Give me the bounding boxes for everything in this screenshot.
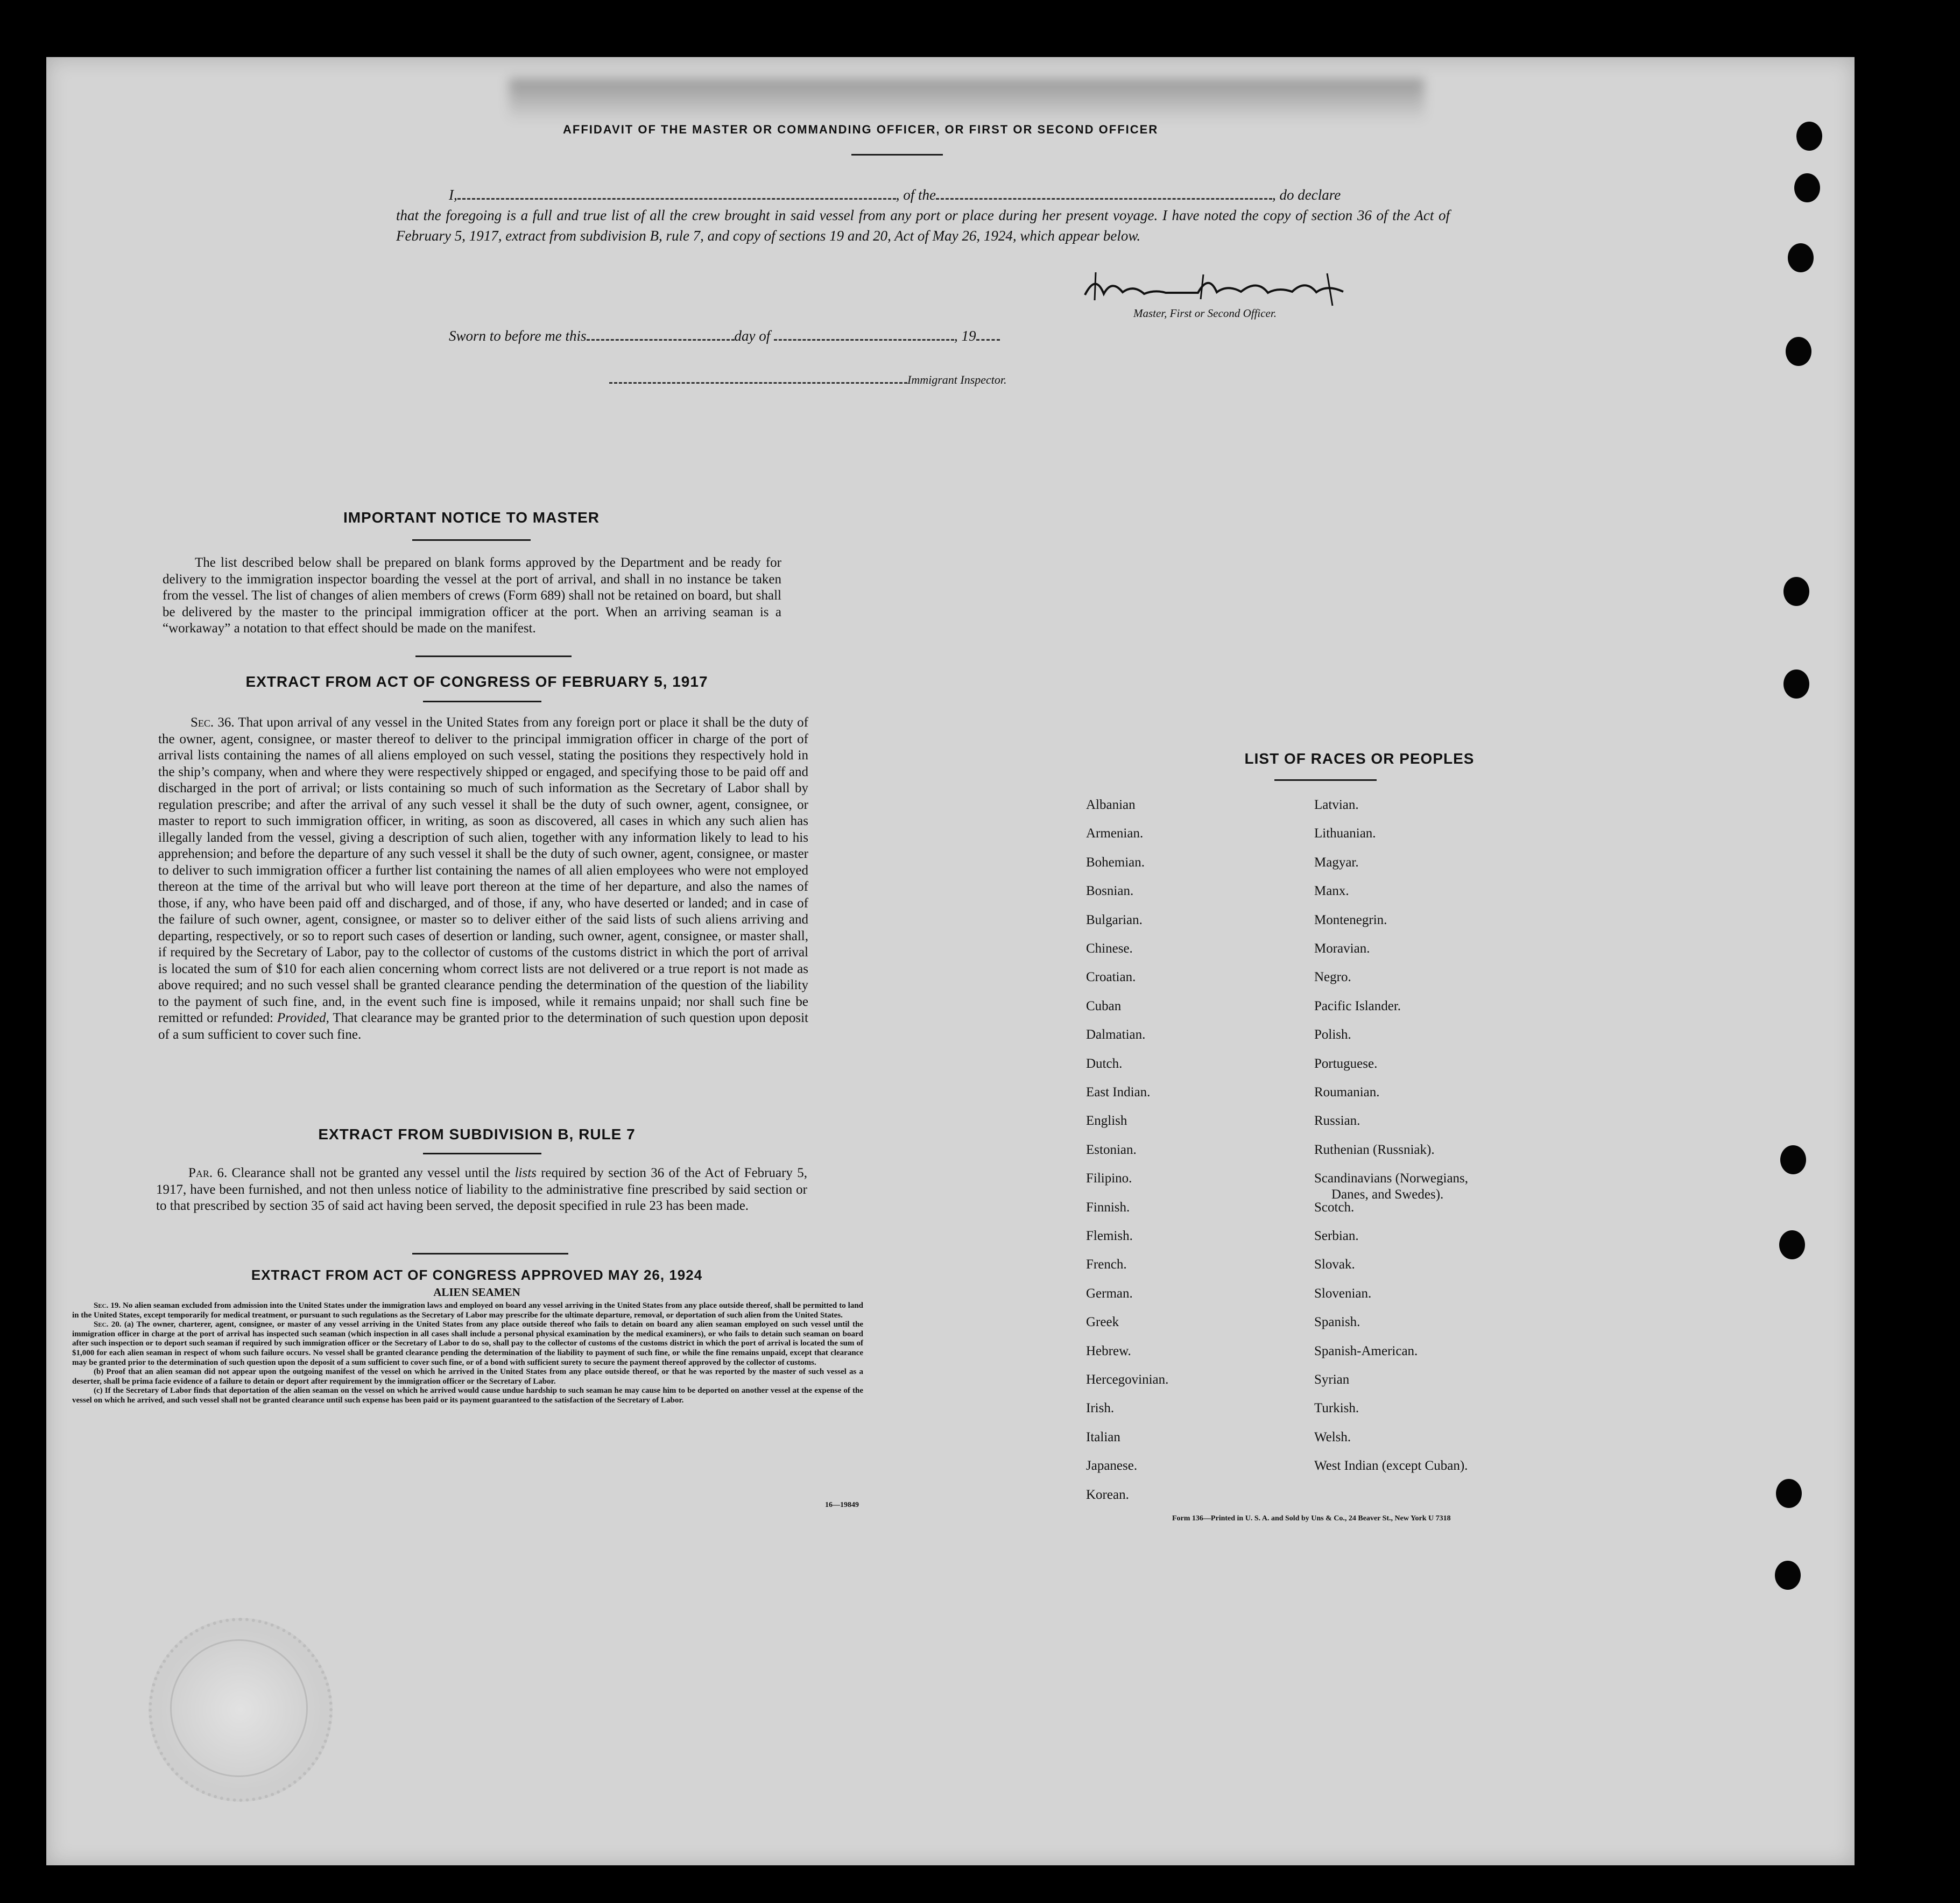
race-item: Cuban [1086,998,1122,1013]
race-item: Ruthenian (Russniak). [1314,1142,1435,1157]
race-item: Hercegovinian. [1086,1372,1169,1387]
signature-caption: Master, First or Second Officer. [1133,307,1277,320]
sworn-day-of: day of [734,328,771,344]
section-20b: (b) Proof that an alien seaman did not appear upon the outgoing manifest of the vessel on which he arrived in the United States from any place outside thereof, or that he was reported by the master of such vessel as a deserter, shall be prima facie evidence of a failure to detain or deport after requirement by the immigration officer or the Secretary of Labor. [72,1368,863,1386]
race-item: Estonian. [1086,1142,1137,1157]
race-item: Magyar. [1314,855,1359,870]
sworn-line [449,325,1148,344]
race-item: Moravian. [1314,941,1370,956]
sworn-day-blank[interactable] [587,325,735,341]
name-blank[interactable] [457,184,896,200]
affidavit-declaration-line [449,184,1450,203]
vessel-blank[interactable] [936,184,1272,200]
notice-body [163,555,781,637]
race-item: Serbian. [1314,1229,1359,1243]
paragraph-6 [156,1165,807,1215]
race-item: Scotch. [1314,1200,1355,1215]
section-36-text-end: That clearance may be granted prior to the determination of such question upon deposit of a sum sufficient to cover such fine. [158,1011,809,1042]
extract-1917-body [158,715,808,1043]
punch-hole [1786,337,1811,366]
document-page [46,57,1855,1865]
race-item: East Indian. [1086,1085,1151,1099]
race-item: Dalmatian. [1086,1027,1146,1042]
paragraph-6-text: Clearance shall not be granted any vessel until the [231,1166,511,1180]
race-item: Scandinavians (Norwegians, [1314,1171,1469,1186]
race-item: Syrian [1314,1372,1350,1387]
form-code: 16—19849 [825,1501,859,1509]
race-item: Negro. [1314,970,1351,985]
inspector-line [609,368,1147,387]
race-item: Lithuanian. [1314,826,1376,841]
paragraph-6-lists: lists [514,1166,537,1180]
paragraph-6-text-end: required by section 36 of the Act of February 5, 1917, have been furnished, and not then unless notice of liability to the administrative fine prescribed by said section or to that prescribed by section 35 of said act having been served, the deposit specified in rule 23 has been made. [156,1166,807,1213]
sworn-month-blank[interactable] [774,325,954,341]
punch-hole [1780,1145,1806,1174]
race-item: Hebrew. [1086,1343,1131,1358]
punch-hole [1779,1230,1805,1259]
extract-1917-title: EXTRACT FROM ACT OF CONGRESS OF FEBRUARY 5, 1917 [245,673,708,690]
alien-seamen-subtitle: ALIEN SEAMEN [433,1286,520,1299]
affidavit-body: that the foregoing is a full and true list of all the crew brought in said vessel from any port or place during her present voyage. I have noted the copy of section 36 of the Act of February 5, 1917, extract from subdivision B, rule 7, and copy of sections 19 and 20, Act of May 26, 1924, which appear below. [396,207,1450,244]
punch-hole [1783,577,1809,606]
declaration-of-the: , of the [896,187,936,203]
extract-1917-rule [423,701,541,702]
race-item: Croatian. [1086,970,1136,985]
section-19-label: Sec. 19. [94,1301,121,1310]
race-item: Portuguese. [1314,1056,1378,1071]
race-item: Italian [1086,1429,1120,1444]
race-item: Manx. [1314,884,1349,899]
signature [1080,268,1413,311]
race-item: Polish. [1314,1027,1351,1042]
notice-title: IMPORTANT NOTICE TO MASTER [343,509,600,526]
race-item: West Indian (except Cuban). [1314,1458,1468,1474]
race-item: Korean. [1086,1487,1129,1502]
section-20c: (c) If the Secretary of Labor finds that deportation of the alien seaman on the vessel on which he arrived would cause undue hardship to such seaman he may cause him to be deported on another vessel at the expense of the vessel on which he arrived, and such vessel shall not be granted clearance until such expense has been paid or its payment guaranteed to the satisfaction of the Secretary of Labor. [72,1386,863,1405]
section-20a-text: (a) The owner, charterer, agent, consignee, or master of any vessel arriving in the United States from any place outside thereof who fails to detain on board any alien seaman employed on such vessel until the immigration officer in charge at the port of arrival has inspected such seaman (which inspection in all cases shall include a personal physical examination by the medical examiners), or who fails to detain such seaman on board after such inspection or to deport such seaman if required by such immigration officer or the Secretary of Labor to do so, shall pay to the collector of customs of the customs district in which the port of arrival is located the sum of $1,000 for each alien seaman in respect of whom such failure occurs. No vessel shall be granted clearance pending the determination of the liability to payment of such fine, or while the fine remains unpaid, except that clearance may be granted prior to the determination of such question upon the deposit of a sum sufficient to cover such fine, or of a bond with sufficient surety to secure the payment thereof approved by the collector of customs. [72,1320,863,1367]
printer-footer: Form 136—Printed in U. S. A. and Sold by Uns & Co., 24 Beaver St., New York U 7318 [1172,1514,1451,1523]
section-19 [72,1301,863,1320]
race-item: Montenegrin. [1314,912,1387,927]
embossed-seal-inner [170,1639,308,1777]
notice-paragraph: The list described below shall be prepared on blank forms approved by the Department and be ready for delivery to the immigration inspector boarding the vessel at the port of arrival, and shall in no instance be taken from the vessel. The list of changes of alien members of crews (Form 689) shall not be retained on board, but shall be delivered by the master to the principal immigration officer at the port. When an arriving seaman is a “workaway” a notation to that effect should be made on the manifest. [163,555,781,636]
race-item: Slovak. [1314,1257,1355,1272]
race-item: Slovenian. [1314,1286,1372,1301]
section-36-label: Sec. 36. [191,715,235,730]
races-title: LIST OF RACES OR PEOPLES [1244,750,1475,767]
race-item: Latvian. [1314,798,1359,812]
punch-hole [1776,1479,1802,1508]
race-item: English [1086,1113,1127,1129]
rule7-rule [423,1153,541,1154]
divider-1 [415,656,572,657]
paragraph-6-label: Par. 6. [188,1166,228,1180]
punch-hole [1775,1561,1801,1590]
race-item: Bohemian. [1086,855,1145,870]
sworn-year-blank[interactable] [976,325,1000,341]
race-item: Spanish-American. [1314,1343,1418,1358]
rule7-title: EXTRACT FROM SUBDIVISION B, RULE 7 [318,1126,636,1143]
race-item: Bulgarian. [1086,912,1143,927]
section-36-text: That upon arrival of any vessel in the United States from any foreign port or place it shall be the duty of the owner, agent, consignee, or master thereof to deliver to the principal immigration officer in charge of the port of arrival lists containing the names of all aliens employed on such vessel, stating the positions they respectively hold in the ship’s company, when and where they were respectively shipped or engaged, and specifying those to be paid off and discharged in the port of arrival; or lists containing so much of such information as the Secretary of Labor shall by regulation prescribe; and after the arrival of any such vessel it shall be the duty of such owner, agent, consignee, or master to report to such immigration officer, in writing, as soon as discovered, all cases in which any such alien has illegally landed from the vessel, giving a description of such alien, together with any information likely to lead to his apprehension; and before the departure of any such vessel it shall be the duty of such owner, agent, consignee, or master to deliver to such immigration officer a further list containing the names of all alien employees who were not employed thereon at the time of the arrival but who will leave port thereon at the time of her departure, and also the names of those, if any, who have been paid off and discharged, and of those, if any, who have deserted or landed; and in case of the failure of such owner, agent, consignee, or master so to deliver either of the said lists of such aliens arriving and departing, respectively, or so to report such cases of desertion or landing, such owner, agent, consignee, or master shall, if required by the Secretary of Labor, pay to the collector of customs of the customs district in which the port of arrival is located the sum of $10 for each alien concerning whom correct lists are not delivered or a true report is not made as above required; and no such vessel shall be granted clearance pending the determination of the question of the liability to the payment of such fine, and, in the event such fine is imposed, while it remains unpaid; nor shall such fine be remitted or refunded: [158,715,808,1025]
race-item: Bosnian. [1086,884,1134,899]
scan-smudge [509,79,1424,122]
section-19-text: No alien seaman excluded from admission into the United States under the immigration laws and employed on board any vessel arriving in the United States from any place outside thereof, shall be permitted to land in the United States, except temporarily for medical treatment, or pursuant to such regulations as the Secretary of Labor may prescribe for the ultimate departure, removal, or deportation of such alien from the United States. [72,1301,864,1320]
section-20a [72,1320,863,1368]
punch-hole [1783,669,1809,699]
sworn-year: , 19 [954,328,976,344]
section-20-label: Sec. 20. [94,1320,122,1329]
race-item: Pacific Islander. [1314,998,1401,1013]
punch-hole [1794,173,1820,202]
sworn-label: Sworn to before me this [449,328,587,344]
rule7-body [156,1165,807,1215]
signature-scrawl [1080,268,1413,311]
affidavit-title-rule [851,154,943,156]
declaration-i: I, [449,187,457,203]
affidavit-title: AFFIDAVIT OF THE MASTER OR COMMANDING OFFICER, OR FIRST OR SECOND OFFICER [563,123,1159,136]
race-item: Dutch. [1086,1056,1123,1071]
section-36 [158,715,808,1043]
divider-2 [412,1253,568,1254]
race-item: Finnish. [1086,1200,1130,1215]
race-item: Spanish. [1314,1315,1360,1330]
race-item: French. [1086,1257,1127,1272]
race-item: German. [1086,1286,1133,1301]
race-item: Japanese. [1086,1458,1138,1474]
races-rule [1274,779,1377,781]
inspector-blank[interactable] [609,368,907,384]
section-36-provided: Provided, [277,1011,329,1025]
race-item: Welsh. [1314,1429,1351,1444]
race-item: Chinese. [1086,941,1133,956]
inspector-label: Immigrant Inspector. [907,373,1007,386]
race-item: Danes, and Swedes). [1331,1187,1444,1202]
race-item: Armenian. [1086,826,1144,841]
race-item: Filipino. [1086,1171,1132,1186]
declaration-do-declare: , do declare [1272,187,1341,203]
extract-1924-body [72,1301,863,1406]
race-item: Russian. [1314,1113,1360,1129]
punch-hole [1788,243,1814,272]
notice-rule [412,539,531,541]
punch-hole [1796,122,1822,151]
race-item: Albanian [1086,798,1136,812]
race-item: Irish. [1086,1401,1115,1416]
race-item: Turkish. [1314,1401,1359,1416]
race-item: Greek [1086,1315,1119,1330]
race-item: Flemish. [1086,1229,1133,1243]
race-item: Roumanian. [1314,1085,1380,1099]
extract-1924-title: EXTRACT FROM ACT OF CONGRESS APPROVED MAY 26, 1924 [251,1267,703,1283]
